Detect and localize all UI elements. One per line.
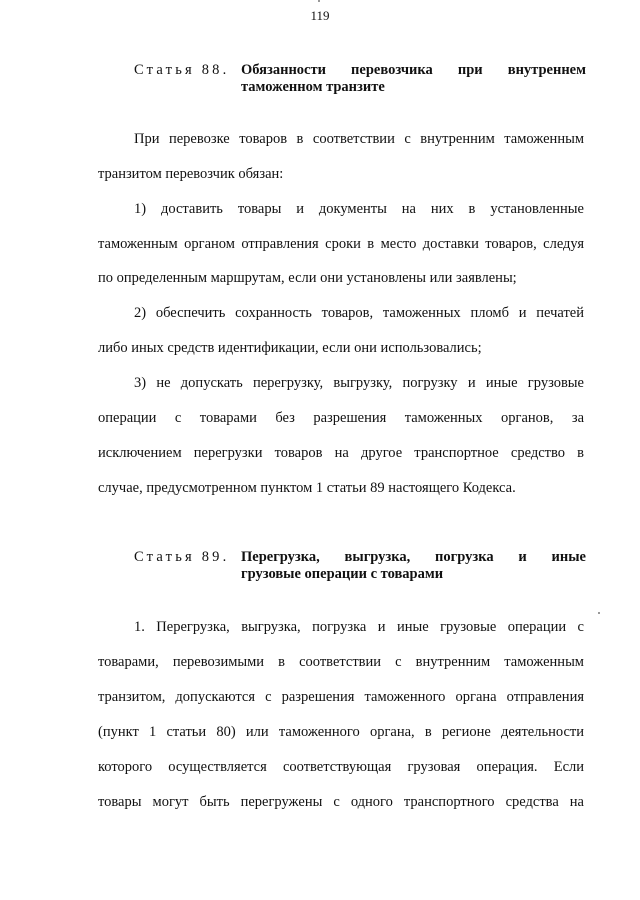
article-88-line: транзитом перевозчик обязан:: [98, 166, 284, 182]
scan-mark: [598, 612, 600, 614]
article-89-line: (пункт 1 статьи 80) или таможенного органа, в регионе деятельности: [98, 724, 584, 740]
article-89-line: 1. Перегрузка, выгрузка, погрузка и иные грузовые операции с: [134, 619, 584, 635]
article-88-title: [241, 62, 586, 96]
article-88-line: либо иных средств идентификации, если они использовались;: [98, 340, 482, 356]
article-88-line: операции с товарами без разрешения таможенных органов, за: [98, 410, 584, 426]
article-88-line: 3) не допускать перегрузку, выгрузку, погрузку и иные грузовые: [134, 375, 584, 391]
article-89-line: товары могут быть перегружены с одного транспортного средства на: [98, 794, 584, 810]
article-88-title-line1: Обязанности перевозчика при внутреннем: [241, 62, 586, 78]
article-88-line: по определенным маршрутам, если они установлены или заявлены;: [98, 270, 517, 286]
article-88-line: исключением перегрузки товаров на другое транспортное средство в: [98, 445, 584, 461]
article-89-label: Статья 89.: [134, 549, 230, 565]
article-89-line: транзитом, допускаются с разрешения таможенного органа отправления: [98, 689, 584, 705]
article-89-line: которого осуществляется соответствующая грузовая операция. Если: [98, 759, 584, 775]
scan-mark: [318, 0, 320, 2]
article-88-line: случае, предусмотренном пунктом 1 статьи 89 настоящего Кодекса.: [98, 480, 516, 496]
article-88-line: таможенным органом отправления сроки в место доставки товаров, следуя: [98, 236, 584, 252]
article-88-line: 2) обеспечить сохранность товаров, таможенных пломб и печатей: [134, 305, 584, 321]
article-89-line: товарами, перевозимыми в соответствии с внутренним таможенным: [98, 654, 584, 670]
article-88-line: При перевозке товаров в соответствии с внутренним таможенным: [134, 131, 584, 147]
article-88-line: 1) доставить товары и документы на них в установленные: [134, 201, 584, 217]
article-88-title-line2: таможенном транзите: [241, 79, 385, 95]
article-89-title-line2: грузовые операции с товарами: [241, 566, 444, 582]
article-89-title: [241, 549, 586, 583]
page-number: 119: [310, 8, 330, 23]
article-88-label: Статья 88.: [134, 62, 230, 78]
article-89-title-line1: Перегрузка, выгрузка, погрузка и иные: [241, 549, 586, 565]
